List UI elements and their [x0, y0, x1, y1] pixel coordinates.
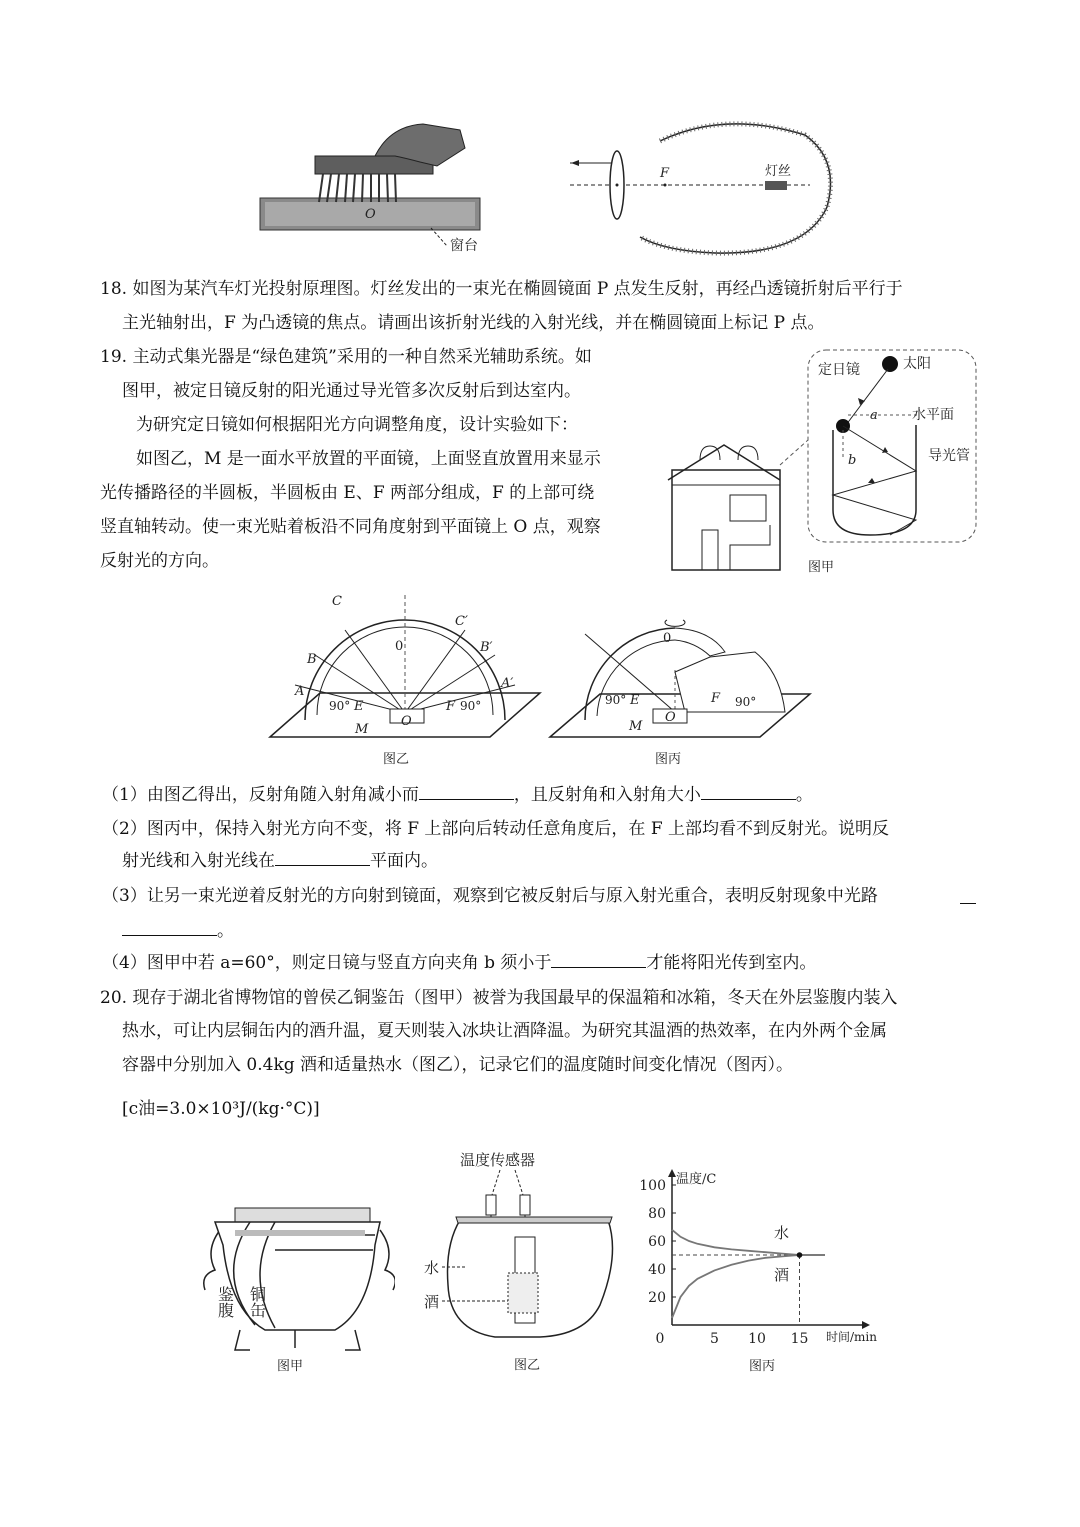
- x-tick-label: 5: [710, 1331, 719, 1347]
- q18-line1: 18. 如图为某汽车灯光投射原理图。灯丝发出的一束光在椭圆镜面 P 点发生反射，再经凸透镜折射后平行于: [100, 279, 903, 299]
- q19-line1: 19. 主动式集光器是“绿色建筑”采用的一种自然采光辅助系统。如: [100, 347, 592, 367]
- fig-jia-caption: 图甲: [808, 560, 835, 575]
- rotated-board-figure: [545, 612, 815, 775]
- label-m-bing: M: [629, 719, 643, 734]
- fig-yi-20-caption: 图乙: [514, 1358, 541, 1373]
- fig-jia-20-caption: 图甲: [277, 1359, 304, 1374]
- label-f-bing: F: [711, 691, 721, 706]
- q19-sub4-part-a: （4）图甲中若 a=60°，则定日镜与竖直方向夹角 b 须小于: [102, 953, 552, 973]
- label-e-bing: E: [630, 693, 640, 708]
- answer-blank-4a[interactable]: [960, 903, 976, 904]
- series-label-water: 水: [774, 1224, 790, 1243]
- label-a: A: [295, 684, 305, 699]
- q19-sub1: [102, 780, 813, 810]
- y-axis-label: 温度/C: [676, 1172, 717, 1187]
- series-label-wine: 酒: [774, 1266, 790, 1285]
- label-c: C: [332, 594, 342, 609]
- answer-blank-3[interactable]: [275, 847, 370, 866]
- q19-sub2-part-b: 平面内。: [370, 851, 438, 871]
- q19-sub1-part-a: （1）由图乙得出，反射角随入射角减小而: [102, 785, 419, 805]
- series-line-wine: [672, 1255, 825, 1318]
- q19-sub4: [102, 948, 816, 978]
- x-tick-label: 10: [748, 1331, 766, 1347]
- y-tick-label: 60: [648, 1234, 666, 1250]
- wine-label: 酒: [424, 1293, 440, 1311]
- q19-sub4-part-b: 才能将阳光传到室内。: [646, 953, 817, 973]
- equilibrium-point: [797, 1252, 803, 1258]
- answer-blank-4[interactable]: [122, 917, 217, 936]
- q19-line6: 竖直轴转动。使一束光贴着板沿不同角度射到平面镜上 O 点，观察: [100, 517, 601, 537]
- heliostat-label: 定日镜: [818, 362, 860, 378]
- label-zero-bing: 0: [663, 631, 672, 646]
- q18-line2: 主光轴射出，F 为凸透镜的焦点。请画出该折射光线的入射光线，并在椭圆镜面上标记 P 点。: [122, 313, 825, 333]
- q19-line2: 图甲，被定日镜反射的阳光通过导光管多次反射后到达室内。: [122, 381, 581, 401]
- q20-line3: 容器中分别加入 0.4kg 酒和适量热水（图乙），记录它们的温度随时间变化情况（图丙）。: [122, 1055, 794, 1075]
- q19-sub1-end: 。: [795, 785, 813, 805]
- label-zero: 0: [395, 639, 404, 654]
- water-label: 水: [424, 1259, 440, 1277]
- sensor-label: 温度传感器: [460, 1151, 536, 1169]
- window-sill-label: 窗台: [450, 238, 478, 254]
- y-axis-arrow: [668, 1169, 676, 1177]
- q19-sub2-line2: [122, 846, 438, 876]
- label-o-bing: O: [665, 710, 676, 725]
- q20-formula: [c油=3.0×10³J/(kg·°C)]: [122, 1099, 320, 1119]
- label-f: F: [446, 699, 456, 714]
- y-tick-label: 20: [648, 1290, 666, 1306]
- q19-sub2-part-a: 射光线和入射光线在: [122, 851, 275, 871]
- q19-line7: 反射光的方向。: [100, 551, 219, 571]
- x-tick-label: 15: [790, 1331, 809, 1347]
- fig-bing-20-caption: 图丙: [748, 1359, 776, 1374]
- answer-blank-2[interactable]: [701, 781, 796, 800]
- series-line-water: [672, 1230, 825, 1255]
- light-pipe-label: 导光管: [928, 448, 970, 464]
- reflection-board-figure: [265, 585, 545, 775]
- x-tick-label: 0: [655, 1331, 665, 1347]
- bronze-vessel-figure: [195, 1190, 395, 1375]
- focal-point-label: F: [660, 166, 670, 181]
- answer-blank-5[interactable]: [551, 949, 646, 968]
- label-m: M: [355, 722, 369, 737]
- label-90-right-bing: 90°: [735, 695, 757, 709]
- fig-yi-caption: 图乙: [383, 752, 410, 767]
- q19-sub2-line1: （2）图丙中，保持入射光方向不变，将 F 上部向后转动任意角度后，在 F 上部均看不到反射光。说明反: [102, 819, 890, 839]
- angle-b-label: b: [848, 453, 857, 468]
- q20-line2: 热水，可让内层铜缶内的酒升温，夏天则装入冰块让酒降温。为研究其温酒的热效率，在内外两个金属: [122, 1021, 887, 1041]
- q19-sub3-end: 。: [217, 921, 234, 941]
- q19-sub1-part-b: ，且反射角和入射角大小: [513, 785, 701, 805]
- label-o: O: [401, 714, 412, 729]
- label-90-left: 90°: [329, 699, 351, 713]
- container-figure: [420, 1145, 620, 1375]
- filament-label: 灯丝: [765, 164, 792, 179]
- q19-sub3-line1: （3）让另一束光逆着反射光的方向射到镜面，观察到它被反射后与原入射光重合，表明反射现象中光路: [102, 886, 878, 906]
- label-b-prime: B′: [480, 640, 493, 655]
- label-e: E: [354, 699, 364, 714]
- y-tick-label: 80: [648, 1206, 666, 1222]
- fig-bing-caption: 图丙: [655, 752, 682, 767]
- label-b: B: [307, 652, 317, 667]
- sun-label: 太阳: [903, 356, 931, 372]
- angle-a-label: a: [870, 408, 878, 423]
- label-90-right: 90°: [460, 699, 482, 713]
- x-axis-arrow: [862, 1321, 870, 1329]
- label-c-prime: C′: [455, 614, 468, 629]
- horizontal-plane-label: 水平面: [912, 407, 954, 423]
- q19-sub3-line2: [122, 916, 234, 946]
- label-90-left-bing: 90°: [605, 693, 627, 707]
- answer-blank-1[interactable]: [419, 781, 514, 800]
- y-tick-label: 100: [639, 1178, 666, 1194]
- q19-line3: 为研究定日镜如何根据阳光方向调整角度，设计实验如下：: [136, 415, 578, 435]
- vessel-label-inner: 铜缶: [247, 1286, 267, 1318]
- heliostat-figure: [660, 345, 980, 585]
- q20-line1: 20. 现存于湖北省博物馆的曾侯乙铜鉴缶（图甲）被誉为我国最早的保温箱和冰箱，冬天在外层鉴腹内装入: [100, 988, 898, 1008]
- label-a-prime: A′: [501, 676, 514, 691]
- window-sill-brush-figure: [255, 118, 505, 258]
- q19-line5: 光传播路径的半圆板，半圆板由 E、F 两部分组成，F 的上部可绕: [100, 483, 595, 503]
- y-tick-label: 40: [648, 1262, 666, 1278]
- x-axis-label: 时间/min: [826, 1330, 877, 1344]
- o-label: O: [365, 207, 376, 222]
- vessel-label-outer: 鉴腹: [215, 1286, 235, 1318]
- temperature-chart: [630, 1160, 900, 1375]
- q19-line4: 如图乙，M 是一面水平放置的平面镜，上面竖直放置用来显示: [136, 449, 601, 469]
- car-lamp-figure: [565, 115, 835, 260]
